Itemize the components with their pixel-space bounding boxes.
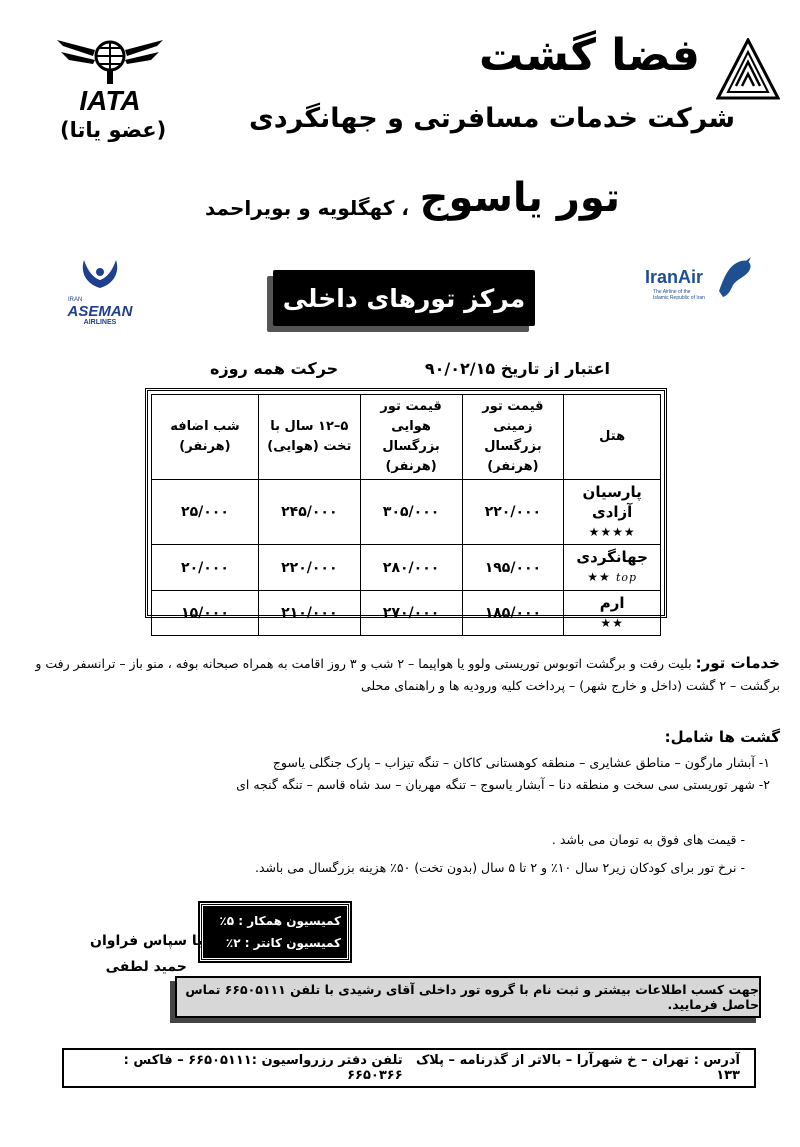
ground-price: ۱۹۵/۰۰۰ xyxy=(462,545,564,591)
hotel-cell xyxy=(564,545,661,591)
table-row xyxy=(152,545,661,591)
air-price: ۲۸۰/۰۰۰ xyxy=(360,545,462,591)
commission-box xyxy=(200,903,350,961)
price-table xyxy=(145,388,667,630)
hotel-tag: top xyxy=(615,571,638,584)
counter-commission: کمیسیون کانتر : ۲٪ xyxy=(225,936,341,950)
hotel-stars-icon: ★★ xyxy=(587,570,611,584)
extra-night-price: ۱۵/۰۰۰ xyxy=(152,591,259,636)
note-item: - نرخ تور برای کودکان زیر۲ سال ۱۰٪ و ۲ تا ۵ سال (بدون تخت) ۵۰٪ هزینه بزرگسال می باشد. xyxy=(254,860,745,875)
brand-title: فضا گشت xyxy=(479,30,700,81)
tours-title: گشت ها شامل: xyxy=(664,728,780,746)
services-label: خدمات تور: xyxy=(695,654,780,672)
aseman-airlines-logo xyxy=(60,258,140,328)
services-text: بلیت رفت و برگشت اتوبوس توریستی ولوو یا هواپیما – ۲ شب و ۳ روز اقامت به همراه صبحانه بوفه ، منو باز – ترانسفر رفت و برگشت – ۲ گشت (داخل و خارج شهر) – پرداخت کلیه ورودیه ها و راهنمای محلی xyxy=(35,656,780,693)
child-price: ۲۱۰/۰۰۰ xyxy=(258,591,360,636)
signer-name: حمید لطفی xyxy=(105,959,187,975)
aseman-bottom-text: AIRLINES xyxy=(83,319,117,326)
iranair-name: IranAir xyxy=(645,267,704,287)
iata-wings-icon xyxy=(55,30,165,85)
hotel-name: ارم xyxy=(599,594,625,612)
tour-services xyxy=(20,652,780,697)
hotel-cell xyxy=(564,480,661,545)
address-text: آدرس : تهران – خ شهرآرا – بالاتر از گذرنامه – پلاک ۱۳۳ xyxy=(415,1053,740,1083)
ground-price: ۲۲۰/۰۰۰ xyxy=(462,480,564,545)
fazagasht-logo-icon xyxy=(716,38,780,100)
hotel-stars-icon: ★★★★ xyxy=(588,525,636,539)
aseman-bird-icon xyxy=(78,258,122,292)
iranair-tagline-1: The Airline of the xyxy=(653,289,691,295)
iranair-tagline-2: Islamic Republic of Iran xyxy=(653,295,705,301)
iata-logo xyxy=(55,30,165,116)
notes-list xyxy=(45,826,745,882)
aseman-top-text: IRAN xyxy=(68,297,83,303)
iata-member-label: (عضو یاتا) xyxy=(60,118,167,142)
header-child-price: ۵–۱۲ سال با تخت (هوایی) xyxy=(258,395,360,480)
extra-night-price: ۲۰/۰۰۰ xyxy=(152,545,259,591)
partner-commission: کمیسیون همکار : ۵٪ xyxy=(219,914,341,928)
footer-address-bar xyxy=(62,1048,756,1088)
table-row xyxy=(152,591,661,636)
daily-departure: حرکت همه روزه xyxy=(210,359,339,378)
table-row xyxy=(152,480,661,545)
iranair-logo xyxy=(645,255,755,307)
signature-block xyxy=(90,928,202,980)
tours-list xyxy=(30,752,770,796)
aseman-name: ASEMAN xyxy=(67,303,133,320)
hotel-rating xyxy=(566,567,658,588)
domestic-tours-center-label: مرکز تورهای داخلی xyxy=(273,270,535,326)
header-air-price: قیمت تور هوایی بزرگسال (هرنفر) xyxy=(360,395,462,480)
header-hotel: هتل xyxy=(564,395,661,480)
header-ground-price: قیمت تور زمینی بزرگسال (هرنفر) xyxy=(462,395,564,480)
air-price: ۳۰۵/۰۰۰ xyxy=(360,480,462,545)
homa-bird-icon xyxy=(715,255,755,299)
hotel-name: جهانگردی xyxy=(576,548,648,566)
contact-info-box: جهت کسب اطلاعات بیشتر و ثبت نام با گروه تور داخلی آقای رشیدی با تلفن ۶۶۵۰۵۱۱۱ تماس حاصل فرمایید. xyxy=(175,976,761,1018)
hotel-stars-icon: ★★ xyxy=(600,616,624,630)
child-price: ۲۲۰/۰۰۰ xyxy=(258,545,360,591)
note-item: - قیمت های فوق به تومان می باشد . xyxy=(551,832,745,847)
list-item: ۱- آبشار مارگون – مناطق عشایری – منطقه کوهستانی کاکان – تنگه تیزاب – پارک جنگلی یاسوج xyxy=(272,755,770,770)
table-header-row xyxy=(152,395,661,480)
list-item: ۲- شهر توریستی سی سخت و منطقه دنا – آبشار یاسوج – تنگه مهریان – سد شاه قاسم – تنگه گنجه ای xyxy=(236,777,770,792)
iata-text: IATA xyxy=(79,85,141,116)
air-price: ۲۷۰/۰۰۰ xyxy=(360,591,462,636)
tour-title: تور یاسوج xyxy=(419,175,620,221)
thanks-text: با سپاس فراوان xyxy=(90,933,203,949)
child-price: ۲۴۵/۰۰۰ xyxy=(258,480,360,545)
brand-subtitle: شرکت خدمات مسافرتی و جهانگردی xyxy=(249,103,735,134)
phone-fax-text: تلفن دفتر رزرواسیون :۶۶۵۰۵۱۱۱ – فاکس : ۶۶۵۰۳۶۶ xyxy=(123,1053,403,1083)
extra-night-price: ۲۵/۰۰۰ xyxy=(152,480,259,545)
hotel-name: پارسیان آزادی xyxy=(582,483,642,521)
validity-date: اعتبار از تاریخ ۹۰/۰۲/۱۵ xyxy=(424,359,610,378)
tour-subtitle: ، کهگلویه و بویراحمد xyxy=(205,196,409,220)
header-extra-night: شب اضافه (هرنفر) xyxy=(152,395,259,480)
ground-price: ۱۸۵/۰۰۰ xyxy=(462,591,564,636)
hotel-cell xyxy=(564,591,661,636)
